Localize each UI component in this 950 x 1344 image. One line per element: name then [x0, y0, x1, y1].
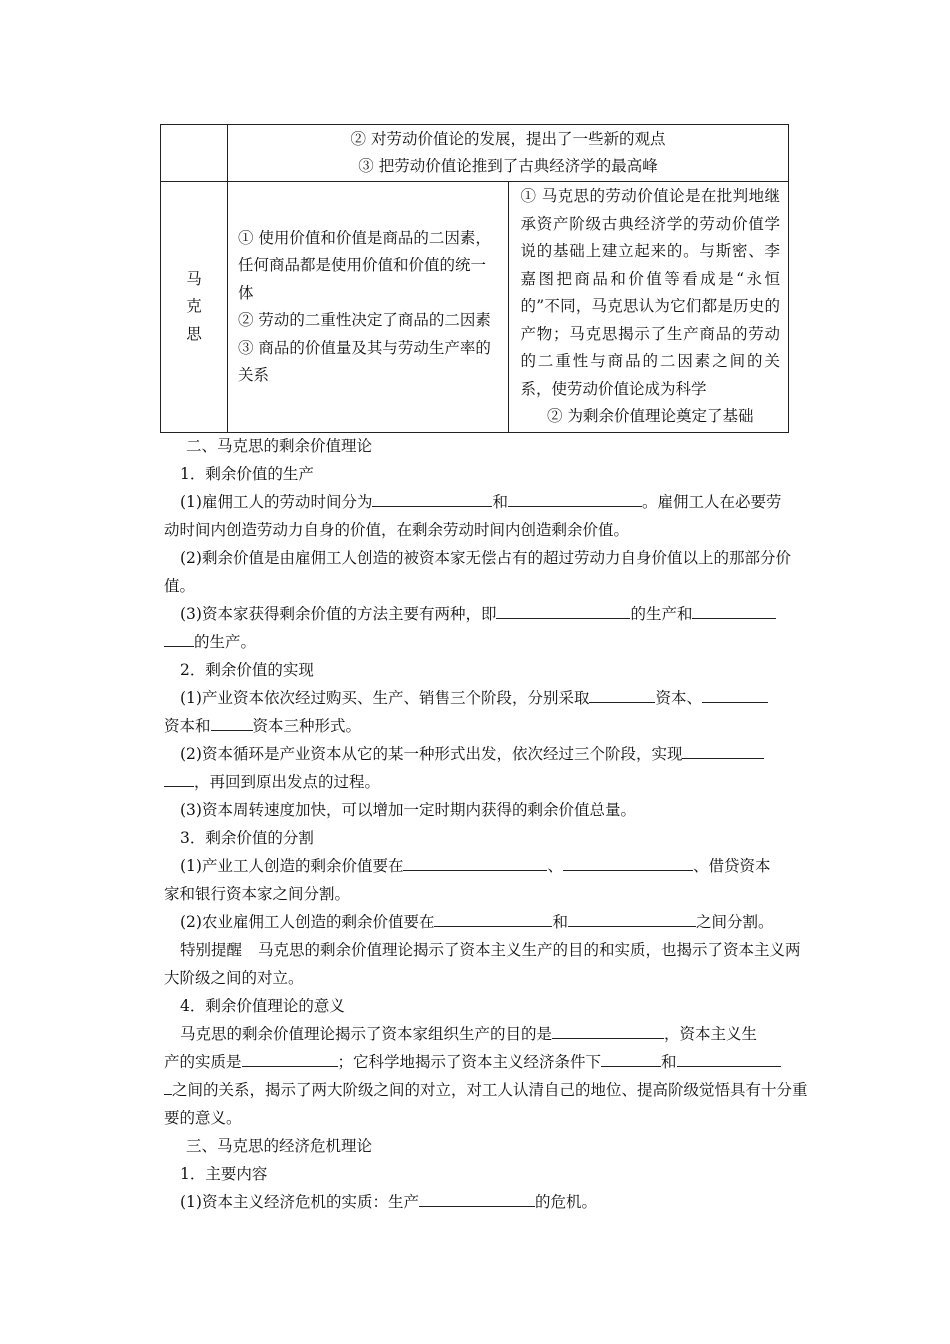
- comparison-table: [160, 124, 789, 433]
- fill-blank[interactable]: [242, 1048, 338, 1067]
- fill-blank[interactable]: [496, 600, 630, 619]
- fill-blank[interactable]: [403, 852, 547, 871]
- text: (1)雇佣工人的劳动时间分为: [180, 493, 373, 511]
- fill-blank[interactable]: [372, 488, 492, 507]
- paragraph-line: 家和银行资本家之间分割。: [164, 885, 351, 903]
- subsection-title: 1．剩余价值的生产: [180, 465, 314, 483]
- text: 和: [661, 1053, 677, 1071]
- fill-blank[interactable]: [677, 1048, 781, 1067]
- fill-blank[interactable]: [552, 1020, 664, 1039]
- text: 、借贷资本: [692, 857, 771, 875]
- fill-blank[interactable]: [589, 684, 655, 703]
- paragraph-line: 动时间内创造劳动力自身的价值，在剩余劳动时间内创造剩余价值。: [164, 521, 630, 539]
- fill-blank[interactable]: [702, 684, 768, 703]
- text: 的危机。: [534, 1193, 597, 1211]
- table-item: ② 对劳动价值论的发展，提出了一些新的观点: [350, 129, 666, 148]
- table-item: ③ 把劳动价值论推到了古典经济学的最高峰: [358, 157, 658, 175]
- name-char: 马: [186, 269, 202, 288]
- paragraph-line: [180, 1188, 826, 1216]
- text: 产的实质是: [164, 1053, 242, 1071]
- paragraph-line: [180, 852, 826, 880]
- evaluation-item: ① 马克思的劳动价值论是在批判地继承资产阶级古典经济学的劳动价值学说的基础上建立起来的。与斯密、李嘉图把商品和价值等看成是“永恒的”不同，马克思认为它们都是历史的产物；马克思揭示了生产商品的劳动的二重性与商品的二因素之间的关系，使劳动价值论成为科学: [520, 187, 780, 398]
- paragraph-line: [180, 488, 826, 516]
- fill-blank[interactable]: [563, 852, 693, 871]
- paragraph-line: [180, 684, 826, 712]
- text: ，资本主义生: [664, 1025, 758, 1043]
- section-title: 三、马克思的经济危机理论: [186, 1137, 373, 1155]
- text: 。雇佣工人在必要劳: [641, 493, 782, 511]
- text: (1)产业资本依次经过购买、生产、销售三个阶段，分别采取: [180, 689, 590, 707]
- paragraph-line: [180, 740, 826, 768]
- fill-blank[interactable]: [508, 488, 642, 507]
- fill-blank[interactable]: [164, 628, 194, 647]
- paragraph-line: [164, 628, 810, 656]
- table-cell-name: [161, 182, 228, 433]
- fill-blank[interactable]: [211, 712, 253, 731]
- text: 的生产。: [194, 633, 257, 651]
- fill-blank[interactable]: [692, 600, 776, 619]
- name-char: 克: [186, 297, 202, 316]
- text: 资本和: [164, 717, 211, 735]
- text: 资本三种形式。: [252, 717, 362, 735]
- text: (1)资本主义经济危机的实质：生产: [180, 1193, 419, 1211]
- paragraph: [164, 1076, 810, 1132]
- section-title: 二、马克思的剩余价值理论: [186, 437, 373, 455]
- fill-blank[interactable]: [682, 740, 764, 759]
- subsection-title: 3．剩余价值的分割: [180, 829, 314, 847]
- subsection-title: 4．剩余价值理论的意义: [180, 997, 345, 1015]
- fill-blank[interactable]: [164, 1076, 172, 1095]
- tip-label: 特别提醒: [180, 941, 243, 959]
- table-cell-evaluation: [508, 182, 789, 433]
- paragraph-line: [164, 1048, 810, 1076]
- table-cell-name-empty: [161, 125, 228, 182]
- text: 之间的关系，揭示了两大阶级之间的对立，对工人认清自己的地位、提高阶级觉悟具有十分重要的意义。: [164, 1081, 808, 1127]
- fill-blank[interactable]: [568, 908, 696, 927]
- table-row: [161, 125, 789, 182]
- text: (1)产业工人创造的剩余价值要在: [180, 857, 404, 875]
- table-row: [161, 182, 789, 433]
- subsection-title: 1．主要内容: [180, 1165, 268, 1183]
- fill-blank[interactable]: [601, 1048, 661, 1067]
- paragraph-line: [164, 768, 810, 796]
- paragraph-line: [180, 1020, 826, 1048]
- subsection-title: 2．剩余价值的实现: [180, 661, 314, 679]
- text: (2)资本循环是产业资本从它的某一种形式出发，依次经过三个阶段，实现: [180, 745, 683, 763]
- paragraph-line: (3)资本周转速度加快，可以增加一定时期内获得的剩余价值总量。: [180, 801, 636, 819]
- text: 资本、: [655, 689, 702, 707]
- fill-blank[interactable]: [434, 908, 552, 927]
- text: 、: [547, 857, 563, 875]
- text: ；它科学地揭示了资本主义经济条件下: [337, 1053, 602, 1071]
- tip-text: 马克思的剩余价值理论揭示了资本主义生产的目的和实质，也揭示了资本主义两大阶级之间的对立。: [164, 941, 801, 987]
- content-item: ① 使用价值和价值是商品的二因素，任何商品都是使用价值和价值的统一体: [238, 228, 491, 302]
- evaluation-item: ② 为剩余价值理论奠定了基础: [547, 407, 754, 426]
- paragraph-line: [164, 712, 810, 740]
- text: 之间分割。: [695, 913, 774, 931]
- content-item: ② 劳动的二重性决定了商品的二因素: [238, 311, 491, 329]
- text: 的生产和: [630, 605, 693, 623]
- text: ，再回到原出发点的过程。: [194, 773, 381, 791]
- paragraph-line: [180, 600, 826, 628]
- fill-blank[interactable]: [419, 1188, 535, 1207]
- paragraph: (2)剩余价值是由雇佣工人创造的被资本家无偿占有的超过劳动力自身价值以上的那部分价值。: [164, 549, 791, 595]
- name-char: 思: [186, 324, 202, 343]
- text: 马克思的剩余价值理论揭示了资本家组织生产的目的是: [180, 1025, 553, 1043]
- fill-blank[interactable]: [164, 768, 194, 787]
- table-cell-merged: [228, 125, 789, 182]
- table-cell-content: [228, 182, 509, 433]
- paragraph-line: [180, 908, 826, 936]
- text: (3)资本家获得剩余价值的方法主要有两种，即: [180, 605, 497, 623]
- tip-paragraph: [164, 936, 810, 992]
- content-item: ③ 商品的价值量及其与劳动生产率的关系: [238, 338, 491, 384]
- text: 和: [492, 493, 508, 511]
- text: (2)农业雇佣工人创造的剩余价值要在: [180, 913, 435, 931]
- text: 和: [552, 913, 568, 931]
